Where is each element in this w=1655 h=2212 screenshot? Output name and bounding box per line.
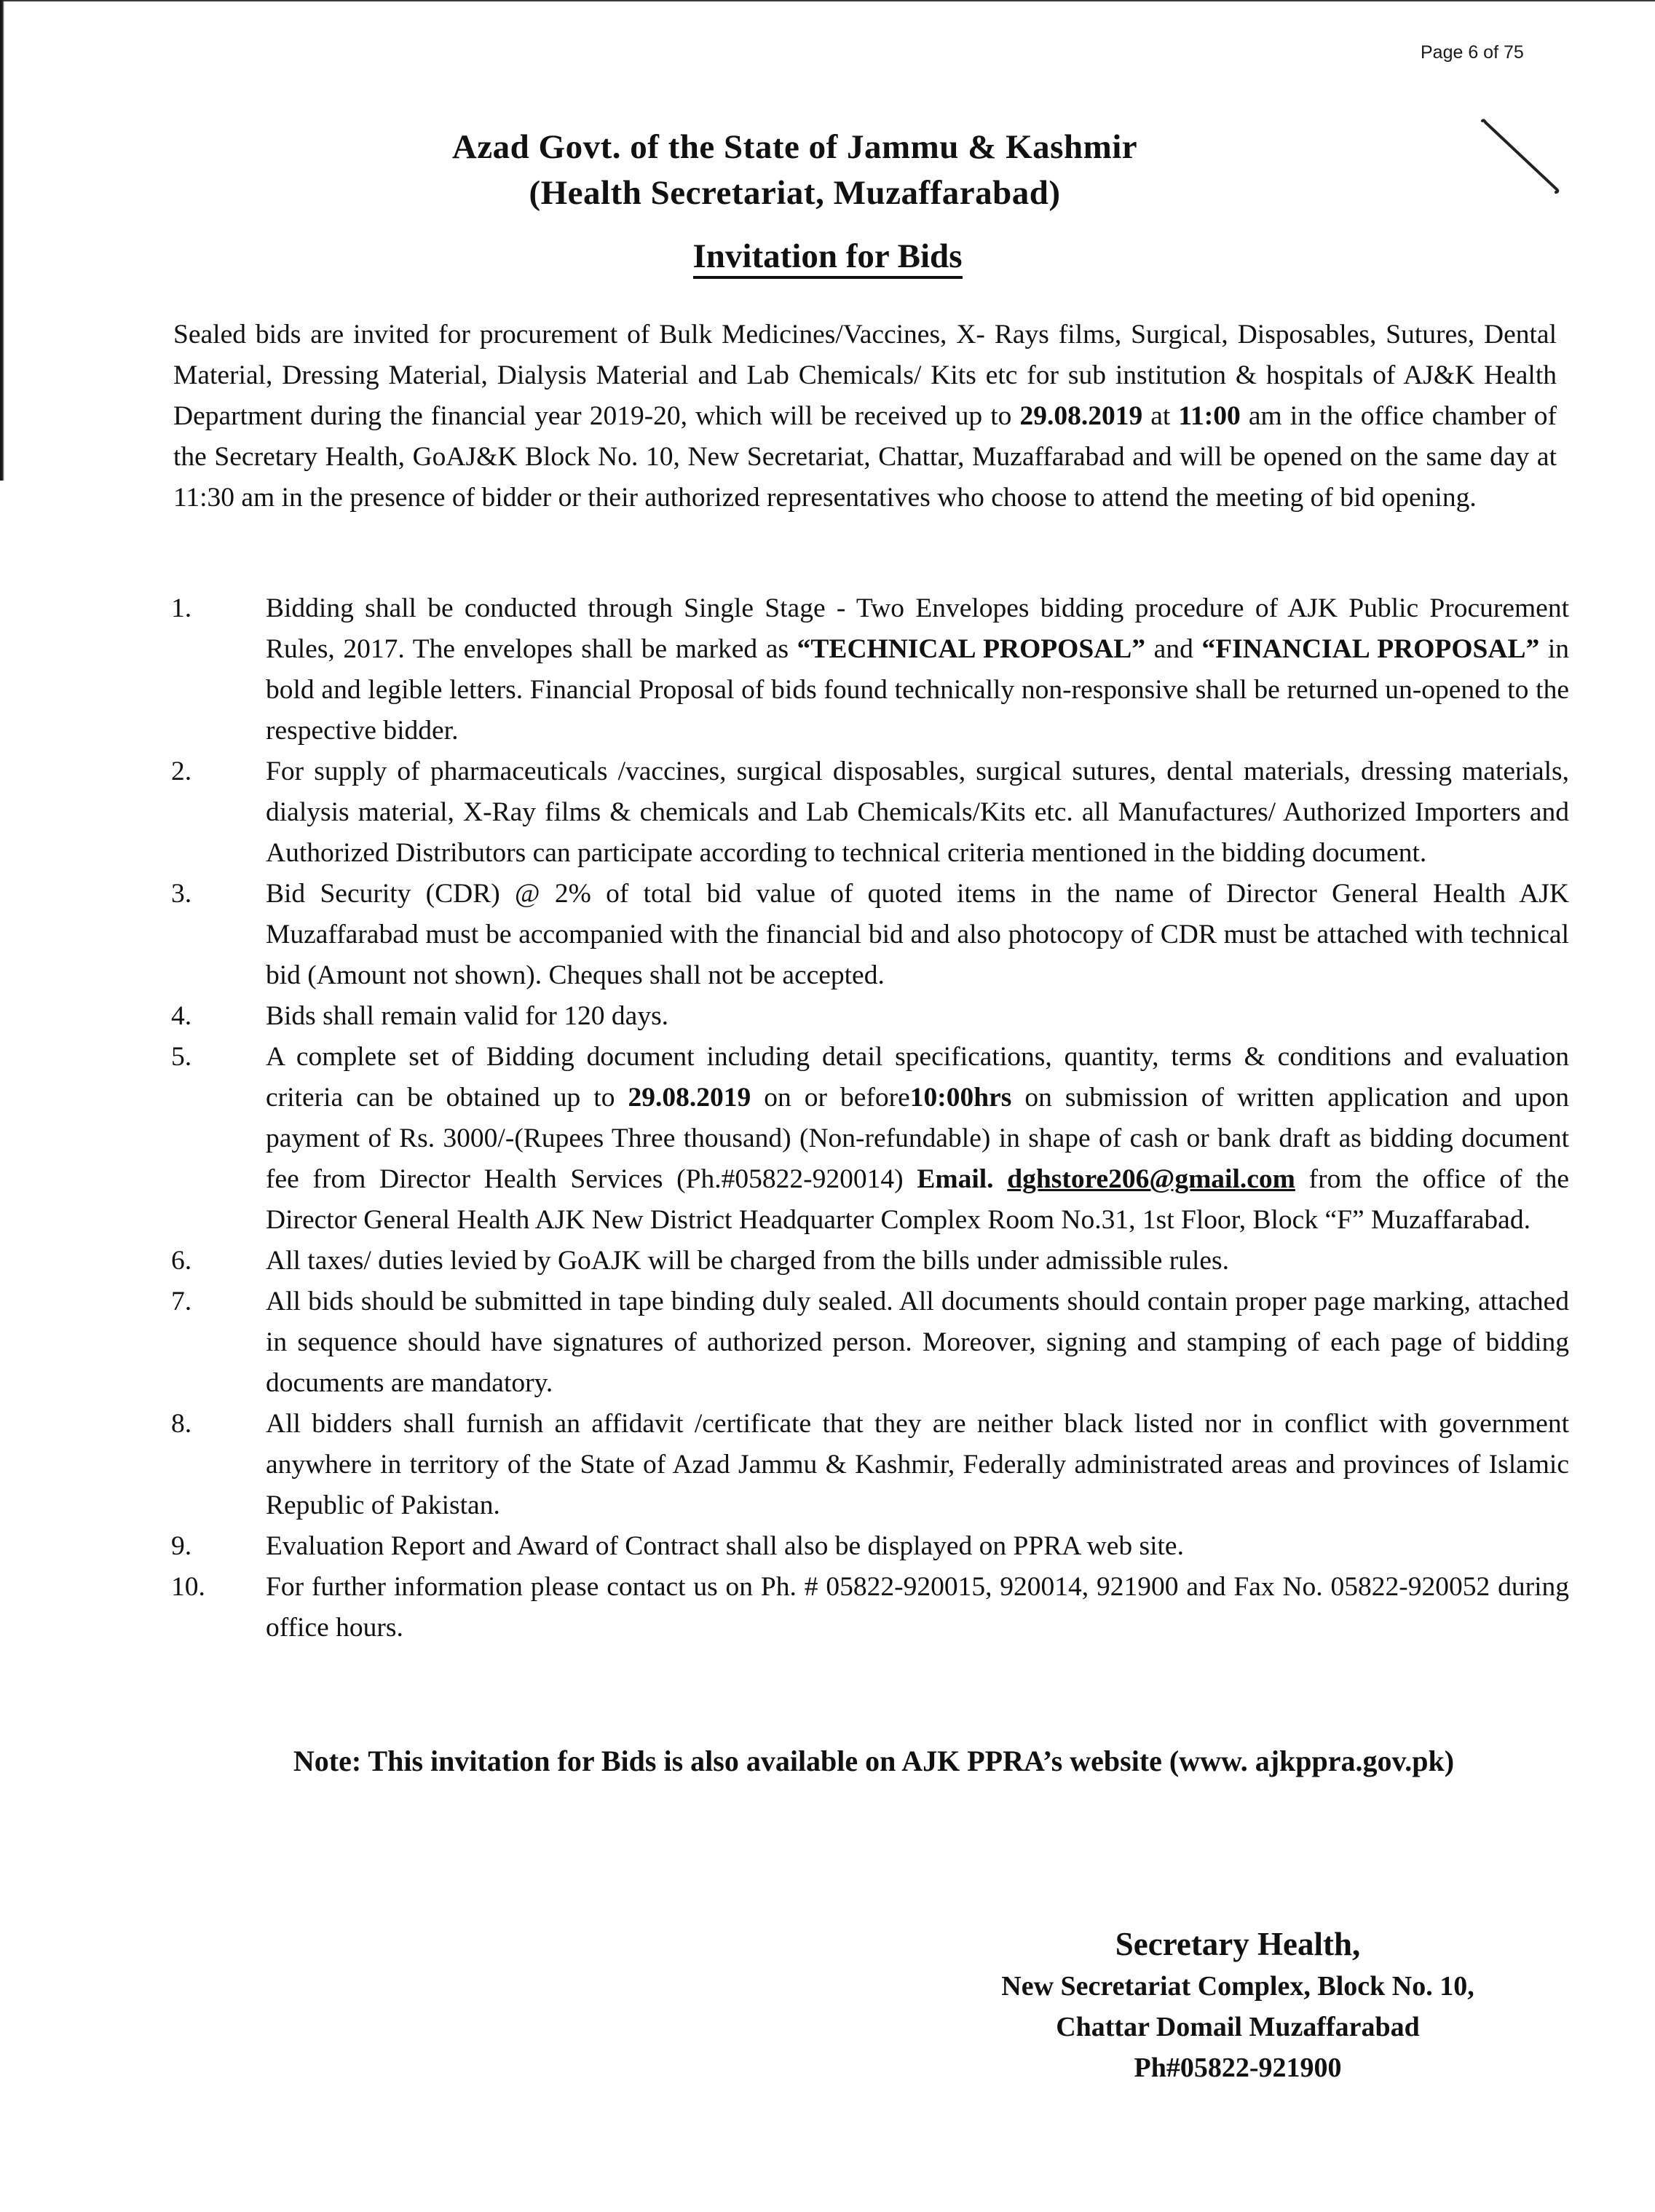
item-number: 5. (171, 1042, 192, 1072)
item-number: 6. (171, 1246, 192, 1276)
list-item (157, 751, 1569, 874)
item-text-part: from the office of the Director General Health AJK New District Headquarter Complex Room No.31, 1st Floor, Block “F” Muzaffarabad. (266, 1164, 1570, 1235)
item-number: 8. (171, 1409, 192, 1439)
email-link[interactable]: dghstore206@gmail.com (1007, 1164, 1295, 1194)
item-text: All taxes/ duties levied by GoAJK will be charged from the bills under admissible rules. (266, 1246, 1230, 1276)
signatory-phone: Ph#05822-921900 (1134, 2053, 1342, 2083)
item-text: All bids should be submitted in tape binding duly sealed. All documents should contain proper page marking, attached in sequence should have signatures of authorized person. Moreover, signing and stamping of each page of bidding documents are mandatory. (266, 1287, 1569, 1398)
intro-deadline-time: 11:00 (1178, 401, 1241, 431)
item-text-part: on submission of written application and upon payment of Rs. 3000/-(Rupees Three thousand) (Non-refundable) in shape of cash or bank draft as bidding document fee from Director Health Services (Ph.#05822-920014) (266, 1083, 1569, 1194)
list-item (157, 874, 1569, 996)
list-item (157, 1404, 1569, 1526)
doc-heading-text: Invitation for Bids (693, 237, 963, 279)
item-number: 9. (171, 1531, 192, 1561)
signatory-title: Secretary Health, (1115, 1926, 1361, 1962)
item-text: All bidders shall furnish an affidavit /certificate that they are neither black listed nor in conflict with government anywhere in territory of the State of Azad Jammu & Kashmir, Federally administrated areas and provinces of Islamic Republic of Pakistan. (266, 1409, 1569, 1520)
item-number: 3. (171, 879, 192, 909)
document-deadline-date: 29.08.2019 (628, 1083, 751, 1113)
item-number: 7. (171, 1287, 192, 1316)
page-number: Page 6 of 75 (1421, 42, 1524, 63)
terms-list (157, 588, 1569, 1648)
website-note: Note: This invitation for Bids is also available on AJK PPRA’s website (www. ajkppra.gov.pk) (293, 1745, 1455, 1777)
signatory-address-line-1: New Secretariat Complex, Block No. 10, (1001, 1971, 1474, 2002)
intro-text: am in the office chamber of the Secretary Health, GoAJ&K Block No. 10, New Secretariat, Chattar, Muzaffarabad and will be opened on the same day at 11:30 am in the presence of bidder or their authorized representatives who choose to attend the meeting of bid opening. (173, 401, 1557, 513)
item-text: For further information please contact us on Ph. # 05822-920015, 920014, 921900 and Fax No. 05822-920052 during office hours. (266, 1572, 1569, 1643)
list-item (157, 1526, 1569, 1567)
list-item (157, 1281, 1569, 1404)
item-text: For supply of pharmaceuticals /vaccines, surgical disposables, surgical sutures, dental materials, dressing materials, dialysis material, X-Ray films & chemicals and Lab Chemicals/Kits etc. all Manufactures/ Authorized Importers and Authorized Distributors can participate according to technical criteria mentioned in the bidding document. (266, 757, 1569, 868)
item-text-part: in bold and legible letters. Financial Proposal of bids found technically non-responsive shall be returned un-opened to the respective bidder. (266, 634, 1570, 746)
email-label: Email. (917, 1164, 1008, 1194)
intro-deadline-date: 29.08.2019 (1019, 401, 1143, 431)
signature-block (998, 1922, 1478, 2088)
item-number: 2. (171, 757, 192, 786)
item-text: Evaluation Report and Award of Contract shall also be displayed on PPRA web site. (266, 1531, 1184, 1561)
org-title-line-1: Azad Govt. of the State of Jammu & Kashmir (451, 128, 1138, 166)
item-number: 1. (171, 593, 192, 623)
intro-text: at (1142, 401, 1179, 431)
intro-text: Sealed bids are invited for procurement of Bulk Medicines/Vaccines, X- Rays films, Surgical, Disposables, Sutures, Dental Material, Dressing Material, Dialysis Material and Lab Chemicals/ Kits etc for sub institution & hospitals of AJ&K Health Department during the financial year 2019-20, which will be received up to (173, 320, 1557, 431)
financial-proposal-label: “FINANCIAL PROPOSAL” (1201, 634, 1540, 664)
document-deadline-time: 10:00hrs (909, 1083, 1012, 1113)
scan-top-edge (0, 0, 1655, 1)
signatory-address-line-2: Chattar Domail Muzaffarabad (1056, 2012, 1420, 2042)
list-item (157, 1241, 1569, 1281)
item-text: Bids shall remain valid for 120 days. (266, 1001, 669, 1031)
item-text-part: on or before (751, 1083, 910, 1113)
item-number: 10. (171, 1572, 205, 1602)
item-text-part: A complete set of Bidding document including detail specifications, quantity, terms & conditions and evaluation criteria can be obtained up to (266, 1042, 1569, 1113)
list-item (157, 1567, 1569, 1648)
item-number: 4. (171, 1001, 192, 1031)
doc-heading (0, 237, 1655, 276)
list-item (157, 1037, 1569, 1241)
item-text (266, 1037, 1569, 1241)
intro-paragraph (173, 315, 1557, 518)
item-text-part: and (1145, 634, 1202, 664)
technical-proposal-label: “TECHNICAL PROPOSAL” (797, 634, 1146, 664)
item-text-part: Bidding shall be conducted through Single Stage - Two Envelopes bidding procedure of AJK Public Procurement Rules, 2017. The envelopes shall be marked as (266, 593, 1569, 664)
item-text: Bid Security (CDR) @ 2% of total bid value of quoted items in the name of Director General Health AJK Muzaffarabad must be accompanied with the financial bid and also photocopy of CDR must be attached with technical bid (Amount not shown). Cheques shall not be accepted. (266, 879, 1569, 990)
list-item (157, 996, 1569, 1037)
org-title-line-2: (Health Secretariat, Muzaffarabad) (529, 174, 1061, 212)
item-text (266, 588, 1569, 751)
list-item (157, 588, 1569, 751)
